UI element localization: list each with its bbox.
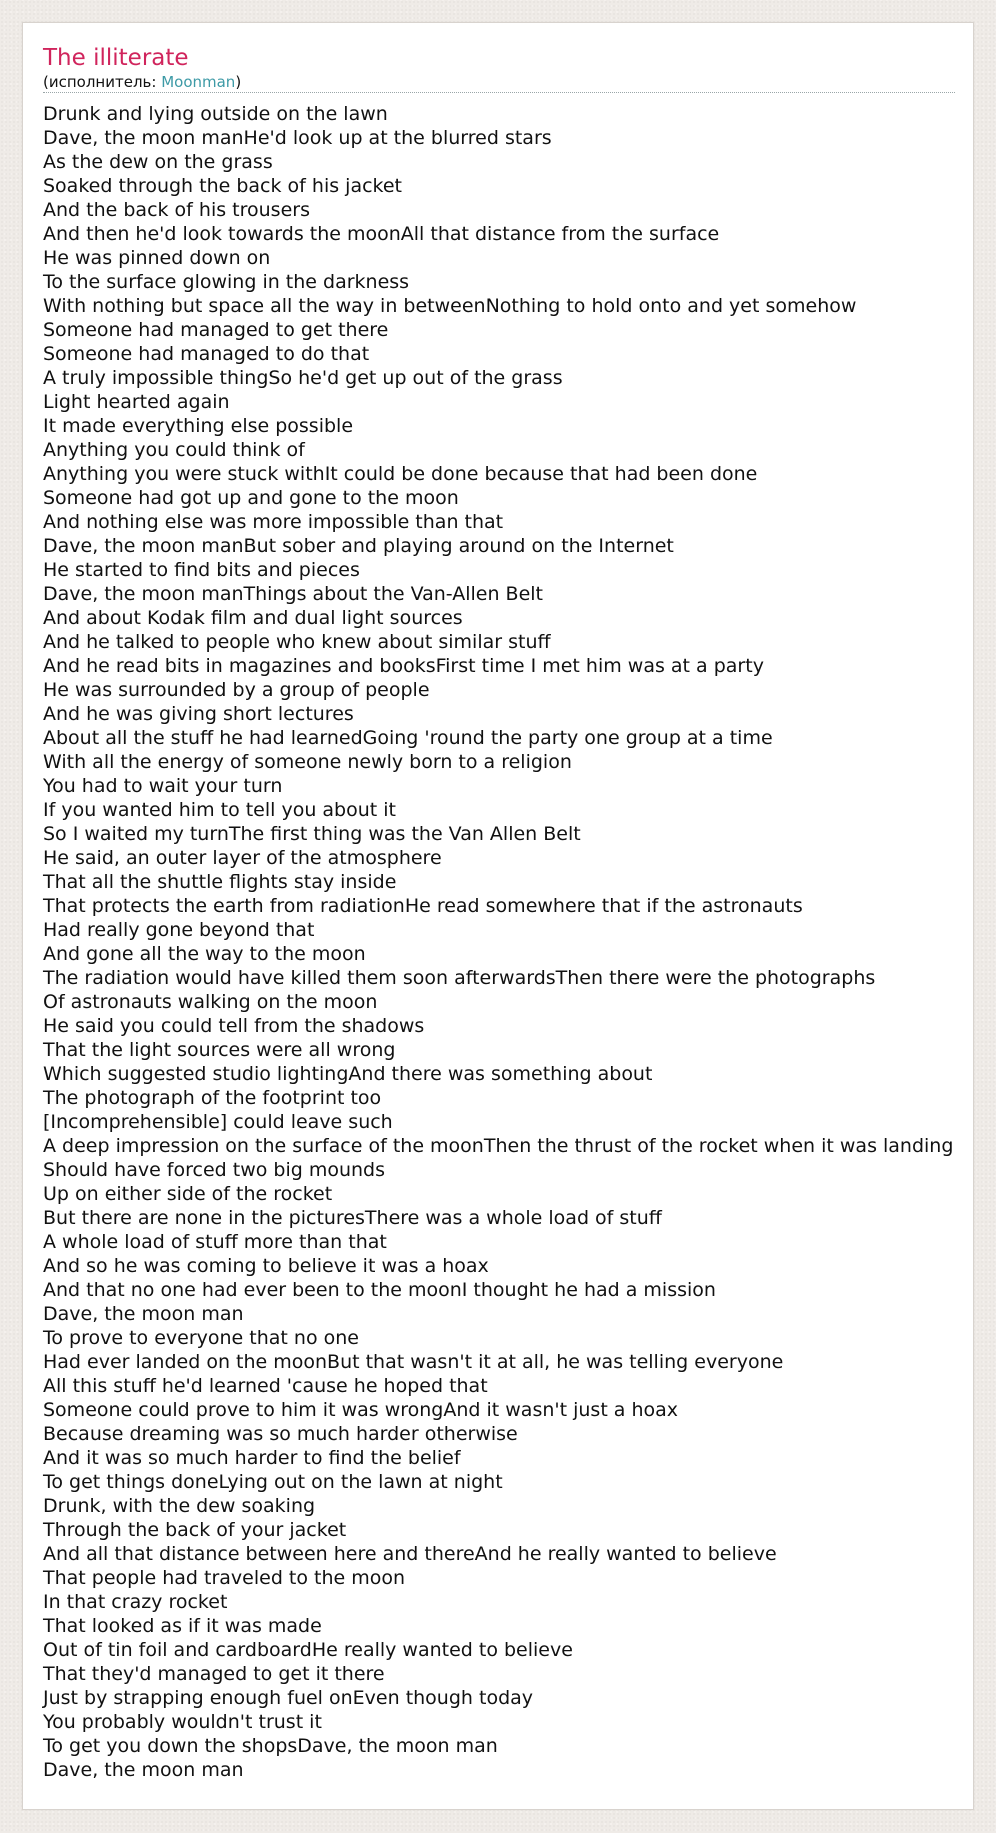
lyric-line: Soaked through the back of his jacket	[43, 175, 402, 197]
lyric-line: With all the energy of someone newly born to a religion	[43, 751, 572, 773]
lyric-line: A deep impression on the surface of the moonThen the thrust of the rocket when it was landing	[43, 1135, 954, 1157]
lyric-line: Someone had got up and gone to the moon	[43, 487, 459, 509]
lyric-line: You probably wouldn't trust it	[43, 1711, 322, 1733]
lyric-line: And all that distance between here and thereAnd he really wanted to believe	[43, 1543, 777, 1565]
lyric-line: And so he was coming to believe it was a hoax	[43, 1255, 489, 1277]
lyric-line: The radiation would have killed them soon afterwardsThen there were the photographs	[43, 967, 876, 989]
lyric-line: And nothing else was more impossible than that	[43, 511, 504, 533]
lyric-line: Someone had managed to do that	[43, 343, 370, 365]
lyric-line: Out of tin foil and cardboardHe really wanted to believe	[43, 1639, 573, 1661]
lyric-line: To get things doneLying out on the lawn at night	[43, 1471, 503, 1493]
lyric-line: The photograph of the footprint too	[43, 1087, 382, 1109]
lyric-line: Had really gone beyond that	[43, 919, 315, 941]
lyric-line: Someone could prove to him it was wrongAnd it wasn't just a hoax	[43, 1399, 679, 1421]
lyric-line: Had ever landed on the moonBut that wasn't it at all, he was telling everyone	[43, 1351, 784, 1373]
lyrics-card	[22, 22, 974, 1810]
lyric-line: He was pinned down on	[43, 247, 271, 269]
lyric-line: It made everything else possible	[43, 415, 354, 437]
lyric-line: He started to find bits and pieces	[43, 559, 360, 581]
lyrics-body	[43, 102, 953, 1782]
lyric-line: And he talked to people who knew about similar stuff	[43, 631, 551, 653]
lyric-line: All this stuff he'd learned 'cause he hoped that	[43, 1375, 488, 1397]
song-title: The illiterate	[43, 45, 189, 71]
lyric-line: Through the back of your jacket	[43, 1519, 347, 1541]
lyric-line: In that crazy rocket	[43, 1591, 228, 1613]
lyric-line: And gone all the way to the moon	[43, 943, 366, 965]
lyric-line: If you wanted him to tell you about it	[43, 799, 397, 821]
lyric-line: And that no one had ever been to the moonI thought he had a mission	[43, 1279, 716, 1301]
lyric-line: With nothing but space all the way in betweenNothing to hold onto and yet somehow	[43, 295, 857, 317]
lyric-line: A whole load of stuff more than that	[43, 1231, 387, 1253]
lyric-line: As the dew on the grass	[43, 151, 273, 173]
song-header	[43, 43, 955, 93]
lyric-line: [Incomprehensible] could leave such	[43, 1111, 393, 1133]
lyric-line: To prove to everyone that no one	[43, 1327, 359, 1349]
lyric-line: And the back of his trousers	[43, 199, 310, 221]
lyric-line: A truly impossible thingSo he'd get up out of the grass	[43, 367, 563, 389]
lyric-line: Which suggested studio lightingAnd there was something about	[43, 1063, 653, 1085]
lyric-line: Someone had managed to get there	[43, 319, 389, 341]
artist-prefix: (исполнитель:	[43, 73, 162, 91]
lyric-line: He said you could tell from the shadows	[43, 1015, 425, 1037]
lyric-line: So I waited my turnThe first thing was the Van Allen Belt	[43, 823, 581, 845]
lyric-line: Because dreaming was so much harder otherwise	[43, 1423, 518, 1445]
lyric-line: Dave, the moon man	[43, 1759, 244, 1781]
artist-line	[43, 73, 955, 91]
lyric-line: He said, an outer layer of the atmosphere	[43, 847, 442, 869]
lyric-line: And he read bits in magazines and booksFirst time I met him was at a party	[43, 655, 764, 677]
artist-link[interactable]: Moonman	[161, 73, 236, 91]
lyric-line: To the surface glowing in the darkness	[43, 271, 410, 293]
lyric-line: That they'd managed to get it there	[43, 1663, 385, 1685]
lyric-line: Up on either side of the rocket	[43, 1183, 333, 1205]
lyric-line: And about Kodak film and dual light sources	[43, 607, 463, 629]
lyric-line: You had to wait your turn	[43, 775, 283, 797]
lyric-line: And then he'd look towards the moonAll that distance from the surface	[43, 223, 720, 245]
lyric-line: He was surrounded by a group of people	[43, 679, 430, 701]
lyric-line: And it was so much harder to find the belief	[43, 1447, 461, 1469]
artist-suffix: )	[235, 73, 242, 91]
lyric-line: That all the shuttle flights stay inside	[43, 871, 397, 893]
lyric-line: Anything you were stuck withIt could be done because that had been done	[43, 463, 758, 485]
lyric-line: Drunk and lying outside on the lawn	[43, 103, 388, 125]
lyric-line: That protects the earth from radiationHe read somewhere that if the astronauts	[43, 895, 803, 917]
lyric-line: Dave, the moon manHe'd look up at the blurred stars	[43, 127, 552, 149]
lyric-line: To get you down the shopsDave, the moon man	[43, 1735, 498, 1757]
lyric-line: Of astronauts walking on the moon	[43, 991, 378, 1013]
lyric-line: And he was giving short lectures	[43, 703, 354, 725]
lyric-line: Anything you could think of	[43, 439, 305, 461]
lyric-line: That the light sources were all wrong	[43, 1039, 396, 1061]
lyric-line: That people had traveled to the moon	[43, 1567, 406, 1589]
lyric-line: Light hearted again	[43, 391, 230, 413]
lyric-line: Dave, the moon man	[43, 1303, 244, 1325]
lyric-line: Drunk, with the dew soaking	[43, 1495, 316, 1517]
lyric-line: But there are none in the picturesThere was a whole load of stuff	[43, 1207, 662, 1229]
lyric-line: Dave, the moon manThings about the Van-Allen Belt	[43, 583, 544, 605]
lyric-line: Dave, the moon manBut sober and playing around on the Internet	[43, 535, 674, 557]
lyric-line: That looked as if it was made	[43, 1615, 322, 1637]
lyric-line: Just by strapping enough fuel onEven though today	[43, 1687, 534, 1709]
lyric-line: About all the stuff he had learnedGoing 'round the party one group at a time	[43, 727, 773, 749]
lyric-line: Should have forced two big mounds	[43, 1159, 386, 1181]
